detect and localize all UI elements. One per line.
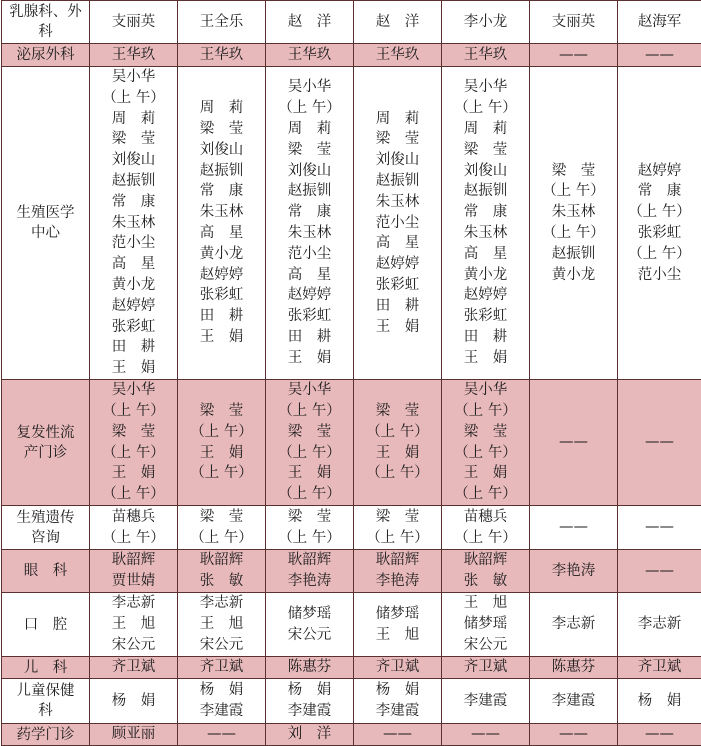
department-name-line: 儿 科 [2, 658, 89, 678]
empty-dash: —— [645, 724, 674, 745]
schedule-cell [530, 679, 618, 724]
doctor-name: 刘俊山 [464, 161, 508, 182]
schedule-cell [178, 550, 266, 593]
doctor-name: 赵振钏 [200, 161, 244, 182]
doctor-name: 王 娟 [200, 443, 244, 464]
doctor-name: 刘俊山 [288, 161, 332, 182]
doctor-name: 高 星 [200, 223, 244, 244]
doctor-name: 梁 莹 [376, 507, 420, 528]
doctor-name: 黄小龙 [112, 275, 156, 296]
department-name-line: 生殖遗传 [2, 508, 89, 528]
doctor-name: 王 旭 [200, 614, 244, 635]
schedule-cell [178, 724, 266, 746]
doctor-name: 王 娟 [112, 358, 156, 379]
doctor-name: 齐卫斌 [200, 657, 244, 678]
doctor-name: 赵 洋 [288, 12, 332, 33]
department-cell [2, 724, 90, 746]
schedule-cell [266, 593, 354, 657]
doctor-name: 顾亚丽 [112, 724, 156, 745]
doctor-name: （上 午） [454, 401, 517, 422]
doctor-name: （上 午） [278, 401, 341, 422]
doctor-name: 梁 莹 [288, 140, 332, 161]
schedule-cell [178, 44, 266, 67]
doctor-name: 吴小华 [112, 67, 156, 88]
doctor-name: 吴小华 [288, 380, 332, 401]
department-name-line: 药学门诊 [2, 725, 89, 745]
doctor-name: 常 康 [200, 181, 244, 202]
doctor-name: 李志新 [200, 593, 244, 614]
doctor-name: 黄小龙 [552, 265, 596, 286]
schedule-table [1, 0, 701, 746]
doctor-name: 耿韶辉 [200, 550, 244, 571]
schedule-cell [442, 679, 530, 724]
doctor-name: 张彩虹 [464, 306, 508, 327]
doctor-name: （上 午） [102, 443, 165, 464]
empty-dash: —— [559, 432, 588, 453]
doctor-name: 赵婷婷 [288, 285, 332, 306]
schedule-cell [530, 657, 618, 679]
schedule-cell [530, 550, 618, 593]
schedule-cell [354, 67, 442, 380]
doctor-name: （上 午） [102, 484, 165, 505]
doctor-name: 张 敏 [200, 571, 244, 592]
schedule-cell [530, 380, 618, 506]
doctor-name: （上 午） [102, 401, 165, 422]
doctor-name: 梁 莹 [464, 422, 508, 443]
doctor-name: 张彩虹 [288, 306, 332, 327]
schedule-cell [618, 593, 701, 657]
department-cell [2, 657, 90, 679]
schedule-cell [618, 657, 701, 679]
doctor-name: 范小尘 [288, 244, 332, 265]
doctor-name: 宋公元 [112, 635, 156, 656]
doctor-name: 赵 洋 [376, 12, 420, 33]
doctor-name: 周 莉 [200, 98, 244, 119]
department-cell [2, 67, 90, 380]
doctor-name: 刘俊山 [112, 150, 156, 171]
schedule-cell [178, 657, 266, 679]
doctor-name: 刘俊山 [200, 140, 244, 161]
doctor-name: 杨 娟 [200, 680, 244, 701]
doctor-name: 常 康 [638, 181, 682, 202]
doctor-name: 李志新 [112, 593, 156, 614]
doctor-name: 耿韶辉 [464, 550, 508, 571]
doctor-name: 齐卫斌 [112, 657, 156, 678]
doctor-name: 朱玉林 [288, 223, 332, 244]
doctor-name: 杨 娟 [638, 691, 682, 712]
schedule-cell [266, 724, 354, 746]
schedule-cell [354, 724, 442, 746]
doctor-name: 赵婷婷 [638, 161, 682, 182]
department-cell [2, 44, 90, 67]
doctor-name: （上 午） [190, 528, 253, 549]
doctor-name: 常 康 [288, 202, 332, 223]
doctor-name: 梁 莹 [112, 422, 156, 443]
doctor-name: 支丽英 [552, 12, 596, 33]
department-name-line: 眼 科 [2, 561, 89, 581]
schedule-cell [354, 679, 442, 724]
doctor-name: 王全乐 [200, 12, 244, 33]
schedule-cell [266, 679, 354, 724]
doctor-name: 常 康 [464, 202, 508, 223]
doctor-name: 梁 莹 [112, 129, 156, 150]
doctor-name: 田 耕 [376, 296, 420, 317]
doctor-name: 李艳涛 [376, 571, 420, 592]
schedule-cell [266, 657, 354, 679]
doctor-name: 李建霞 [464, 691, 508, 712]
doctor-name: 王华玖 [464, 45, 508, 66]
doctor-name: 高 星 [288, 265, 332, 286]
doctor-name: 常 康 [112, 192, 156, 213]
doctor-name: （上 午） [190, 463, 253, 484]
doctor-name: 梁 莹 [288, 507, 332, 528]
doctor-name: 吴小华 [464, 380, 508, 401]
doctor-name: （上 午） [628, 202, 691, 223]
doctor-name: 赵婷婷 [464, 285, 508, 306]
schedule-cell [90, 724, 178, 746]
empty-dash: —— [207, 724, 236, 745]
schedule-cell [618, 380, 701, 506]
doctor-name: （上 午） [454, 443, 517, 464]
schedule-cell [442, 724, 530, 746]
doctor-name: 王华玖 [200, 45, 244, 66]
empty-dash: —— [559, 45, 588, 66]
doctor-name: 刘俊山 [376, 150, 420, 171]
schedule-cell [442, 67, 530, 380]
schedule-cell [90, 550, 178, 593]
schedule-cell [530, 67, 618, 380]
schedule-cell [90, 380, 178, 506]
department-name-line: 泌尿外科 [2, 45, 89, 65]
doctor-name: 梁 莹 [200, 401, 244, 422]
doctor-name: 贾世婧 [112, 571, 156, 592]
doctor-name: 王 娟 [288, 463, 332, 484]
schedule-cell [354, 1, 442, 44]
schedule-body [2, 1, 701, 746]
schedule-cell [354, 506, 442, 550]
schedule-cell [354, 550, 442, 593]
schedule-cell [178, 593, 266, 657]
doctor-name: 王 旭 [464, 593, 508, 614]
doctor-name: 王 娟 [464, 348, 508, 369]
doctor-name: 高 星 [112, 254, 156, 275]
schedule-cell [266, 1, 354, 44]
doctor-name: （上 午） [454, 98, 517, 119]
table-row [2, 679, 701, 724]
doctor-name: 王华玖 [376, 45, 420, 66]
doctor-name: 梁 莹 [200, 507, 244, 528]
doctor-name: 梁 莹 [464, 140, 508, 161]
schedule-cell [442, 550, 530, 593]
doctor-name: 杨 娟 [112, 691, 156, 712]
doctor-name: 王 娟 [376, 443, 420, 464]
doctor-name: 田 耕 [288, 327, 332, 348]
doctor-name: 高 星 [376, 233, 420, 254]
schedule-cell [530, 593, 618, 657]
schedule-cell [90, 44, 178, 67]
doctor-name: 齐卫斌 [638, 657, 682, 678]
doctor-name: 李小龙 [464, 12, 508, 33]
schedule-cell [178, 380, 266, 506]
doctor-name: 朱玉林 [112, 213, 156, 234]
department-name-line: 产门诊 [2, 443, 89, 463]
schedule-cell [618, 724, 701, 746]
schedule-cell [530, 44, 618, 67]
doctor-name: 李志新 [552, 614, 596, 635]
table-row [2, 593, 701, 657]
doctor-name: 宋公元 [200, 635, 244, 656]
doctor-name: 王华玖 [288, 45, 332, 66]
doctor-name: 赵振钏 [112, 171, 156, 192]
table-row [2, 380, 701, 506]
doctor-name: 梁 莹 [376, 401, 420, 422]
doctor-name: 储梦瑶 [376, 604, 420, 625]
doctor-name: 王 娟 [200, 327, 244, 348]
schedule-cell [530, 506, 618, 550]
schedule-cell [178, 67, 266, 380]
doctor-name: 王 娟 [464, 463, 508, 484]
doctor-name: 朱玉林 [376, 192, 420, 213]
schedule-cell [618, 67, 701, 380]
department-name-line: 生殖医学 [2, 203, 89, 223]
department-name-line: 中心 [2, 223, 89, 243]
schedule-cell [618, 550, 701, 593]
doctor-name: 赵振钏 [552, 244, 596, 265]
doctor-name: （上 午） [542, 181, 605, 202]
schedule-cell [442, 44, 530, 67]
doctor-name: 田 耕 [464, 327, 508, 348]
table-row [2, 506, 701, 550]
doctor-name: 朱玉林 [464, 223, 508, 244]
doctor-name: 宋公元 [288, 625, 332, 646]
empty-dash: —— [471, 724, 500, 745]
department-name-line: 咨询 [2, 528, 89, 548]
doctor-name: （上 午） [278, 484, 341, 505]
department-name-line: 科 [2, 22, 89, 42]
doctor-name: 李志新 [638, 614, 682, 635]
schedule-cell [354, 657, 442, 679]
doctor-name: 李建霞 [376, 701, 420, 722]
doctor-name: （上 午） [190, 422, 253, 443]
doctor-name: 周 莉 [464, 119, 508, 140]
doctor-name: （上 午） [102, 88, 165, 109]
doctor-name: 赵海军 [638, 12, 682, 33]
doctor-name: 李建霞 [552, 691, 596, 712]
department-cell [2, 506, 90, 550]
schedule-cell [90, 1, 178, 44]
doctor-name: 李艳涛 [288, 571, 332, 592]
doctor-name: 耿韶辉 [112, 550, 156, 571]
schedule-cell [442, 380, 530, 506]
schedule-cell [442, 593, 530, 657]
doctor-name: 周 莉 [376, 109, 420, 130]
schedule-cell [90, 67, 178, 380]
doctor-name: （上 午） [542, 223, 605, 244]
schedule-cell [354, 380, 442, 506]
table-row [2, 67, 701, 380]
department-cell [2, 380, 90, 506]
doctor-name: 陈惠芬 [288, 657, 332, 678]
schedule-cell [90, 679, 178, 724]
doctor-name: 梁 莹 [552, 161, 596, 182]
doctor-name: 赵婷婷 [112, 296, 156, 317]
doctor-name: 耿韶辉 [288, 550, 332, 571]
doctor-name: 杨 娟 [376, 680, 420, 701]
doctor-name: 苗穗兵 [464, 507, 508, 528]
doctor-name: 朱玉林 [552, 202, 596, 223]
doctor-name: （上 午） [366, 422, 429, 443]
doctor-name: 黄小龙 [200, 244, 244, 265]
schedule-cell [90, 593, 178, 657]
doctor-name: 范小尘 [112, 233, 156, 254]
schedule-cell [266, 67, 354, 380]
doctor-name: 赵振钏 [288, 181, 332, 202]
doctor-name: 张彩虹 [200, 285, 244, 306]
schedule-cell [266, 550, 354, 593]
doctor-name: 王 娟 [376, 317, 420, 338]
doctor-name: 高 星 [464, 244, 508, 265]
department-cell [2, 550, 90, 593]
schedule-cell [530, 1, 618, 44]
doctor-name: （上 午） [278, 443, 341, 464]
department-name-line: 科 [2, 701, 89, 721]
schedule-cell [442, 506, 530, 550]
doctor-name: 王 旭 [112, 614, 156, 635]
doctor-name: 范小尘 [376, 213, 420, 234]
schedule-cell [442, 657, 530, 679]
schedule-cell [354, 44, 442, 67]
empty-dash: —— [645, 561, 674, 582]
doctor-name: 苗穗兵 [112, 507, 156, 528]
doctor-name: 吴小华 [464, 77, 508, 98]
doctor-name: 王 娟 [112, 463, 156, 484]
doctor-name: 张彩虹 [112, 317, 156, 338]
doctor-name: 范小尘 [638, 265, 682, 286]
department-cell [2, 679, 90, 724]
department-name-line: 乳腺科、外 [2, 2, 89, 22]
doctor-name: 李建霞 [288, 701, 332, 722]
schedule-cell [618, 506, 701, 550]
doctor-name: 杨 娟 [288, 680, 332, 701]
empty-dash: —— [645, 517, 674, 538]
doctor-name: 赵婷婷 [200, 265, 244, 286]
doctor-name: 齐卫斌 [464, 657, 508, 678]
doctor-name: 赵振钏 [464, 181, 508, 202]
schedule-cell [178, 679, 266, 724]
table-row [2, 1, 701, 44]
schedule-cell [266, 44, 354, 67]
table-row [2, 657, 701, 679]
doctor-name: 黄小龙 [464, 265, 508, 286]
doctor-name: 周 莉 [288, 119, 332, 140]
schedule-cell [266, 506, 354, 550]
doctor-name: 赵婷婷 [376, 254, 420, 275]
empty-dash: —— [559, 517, 588, 538]
doctor-name: 梁 莹 [376, 129, 420, 150]
table-row [2, 550, 701, 593]
doctor-name: 储梦瑶 [464, 614, 508, 635]
doctor-name: （上 午） [628, 244, 691, 265]
empty-dash: —— [645, 432, 674, 453]
schedule-cell [90, 657, 178, 679]
empty-dash: —— [559, 724, 588, 745]
department-cell [2, 593, 90, 657]
doctor-name: 朱玉林 [200, 202, 244, 223]
empty-dash: —— [383, 724, 412, 745]
doctor-name: 张 敏 [464, 571, 508, 592]
doctor-name: 王 娟 [288, 348, 332, 369]
doctor-name: 梁 莹 [288, 422, 332, 443]
doctor-name: （上 午） [102, 528, 165, 549]
doctor-name: （上 午） [454, 484, 517, 505]
doctor-name: 李建霞 [200, 701, 244, 722]
doctor-name: 赵振钏 [376, 171, 420, 192]
doctor-name: 吴小华 [288, 77, 332, 98]
doctor-name: 刘 洋 [288, 724, 332, 745]
doctor-name: 储梦瑶 [288, 604, 332, 625]
doctor-name: 王华玖 [112, 45, 156, 66]
table-row [2, 724, 701, 746]
table-row [2, 44, 701, 67]
doctor-name: 齐卫斌 [376, 657, 420, 678]
doctor-name: 支丽英 [112, 12, 156, 33]
doctor-name: 田 耕 [112, 337, 156, 358]
doctor-name: 张彩虹 [376, 275, 420, 296]
schedule-cell [618, 679, 701, 724]
department-cell [2, 1, 90, 44]
empty-dash: —— [645, 45, 674, 66]
doctor-name: （上 午） [366, 528, 429, 549]
doctor-name: （上 午） [278, 528, 341, 549]
schedule-cell [618, 44, 701, 67]
doctor-name: 周 莉 [112, 109, 156, 130]
department-name-line: 口 腔 [2, 615, 89, 635]
schedule-cell [178, 506, 266, 550]
schedule-cell [266, 380, 354, 506]
schedule-cell [442, 1, 530, 44]
schedule-cell [530, 724, 618, 746]
department-name-line: 儿童保健 [2, 681, 89, 701]
department-name-line: 复发性流 [2, 423, 89, 443]
doctor-name: 梁 莹 [200, 119, 244, 140]
doctor-name: 李艳涛 [552, 561, 596, 582]
schedule-cell [354, 593, 442, 657]
doctor-name: 耿韶辉 [376, 550, 420, 571]
doctor-name: （上 午） [454, 528, 517, 549]
doctor-name: （上 午） [366, 463, 429, 484]
doctor-name: 张彩虹 [638, 223, 682, 244]
doctor-name: 王 旭 [376, 625, 420, 646]
schedule-cell [90, 506, 178, 550]
doctor-name: （上 午） [278, 98, 341, 119]
doctor-name: 宋公元 [464, 635, 508, 656]
schedule-cell [618, 1, 701, 44]
doctor-name: 陈惠芬 [552, 657, 596, 678]
doctor-name: 田 耕 [200, 306, 244, 327]
doctor-name: 吴小华 [112, 380, 156, 401]
schedule-cell [178, 1, 266, 44]
